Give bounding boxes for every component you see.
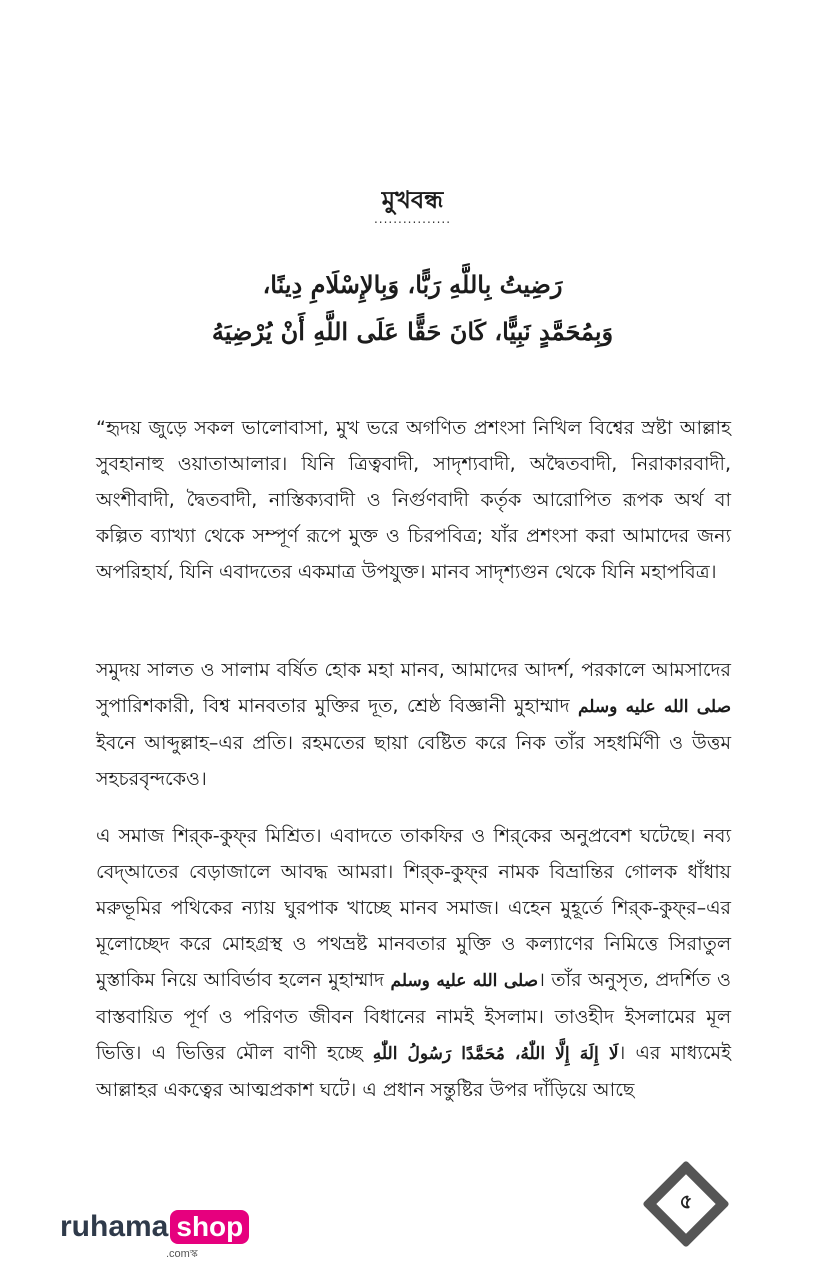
logo-domain: .comস্ক <box>166 1248 198 1260</box>
honorific-arabic: صلى الله عليه وسلم <box>577 697 731 717</box>
paragraph-praise: “হৃদয় জুড়ে সকল ভালোবাসা, মুখ ভরে অগণিত প্রশংসা নিখিল বিশ্বের স্রষ্টা আল্লাহ সুবহানাহু ওয়াতাআলার। যিনি ত্রিত্ববাদী, সাদৃশ্যবাদী, অদ্বৈতবাদী, নিরাকারবাদী, অংশীবাদী, দ্বৈতবাদী, নাস্তিক্যবাদী ও নির্গুণবাদী কর্তৃক আরোপিত রূপক অর্থ বা কল্পিত ব্যাখ্যা থেকে সম্পূর্ণ রূপে মুক্ত ও চিরপবিত্র; যাঁর প্রশংসা করা আমাদের জন্য অপরিহার্য, যিনি এবাদতের একমাত্র উপযুক্ত। মানব সাদৃশ্যগুন থেকে যিনি মহাপবিত্র। <box>96 417 731 583</box>
ruhamashop-logo <box>60 1210 249 1244</box>
paragraph-salutation <box>96 652 731 797</box>
logo-text-shop: shop <box>170 1210 249 1244</box>
paragraph-salutation-text-a: সমুদয় সালত ও সালাম বর্ষিত হোক মহা মানব, আমাদের আদর্শ, পরকালে আমসাদের সুপারিশকারী, বিশ্ব মানবতার মুক্তির দূত, শ্রেষ্ঠ বিজ্ঞানী মুহাম্মাদ <box>96 659 731 717</box>
kalima-arabic: لَا إِلَهَ إِلَّا اللّٰهُ، مُحَمَّدًا رَسُولُ اللّٰهِ <box>372 1044 619 1064</box>
paragraph-society <box>96 818 731 1108</box>
arabic-verse-line-1: رَضِيتُ بِاللَّهِ رَبًّا، وَبِالإِسْلَامِ دِينًا، <box>262 270 563 299</box>
honorific-arabic: صلى الله عليه وسلم <box>390 971 539 991</box>
logo-text-main: ruhama <box>60 1210 169 1243</box>
page-title: মুখবন্ধ <box>381 186 444 214</box>
paragraph-salutation-text-b: ইবনে আব্দুল্লাহ–এর প্রতি। রহমতের ছায়া বেষ্টিত করে নিক তাঁর সহধর্মিণী ও উত্তম সহচরবৃন্দকেও। <box>96 732 731 790</box>
paragraph-society-text-c: । এর মাধ্যমেই আল্লাহর একত্বের আত্মপ্রকাশ ঘটে। এ প্রধান সন্তুষ্টির উপর দাঁড়িয়ে আছে <box>96 1042 731 1101</box>
arabic-verse-line-2: وَبِمُحَمَّدٍ نَبِيًّا، كَانَ حَقًّا عَلَى اللَّهِ أَنْ يُرْضِيَهُ <box>211 317 614 346</box>
paragraph-society-text-b: । তাঁর অনুসৃত, প্রদর্শিত ও বাস্তবায়িত পূর্ণ ও পরিণত জীবন বিধানের নামই ইসলাম। তাওহীদ ইসলামের মূল ভিত্তি। এ ভিত্তির মৌল বাণী হচ্ছে <box>96 969 731 1064</box>
paragraph-society-text-a: এ সমাজ শির্‌ক-কুফ্‌র মিশ্রিত। এবাদতে তাকফির ও শির্‌কের অনুপ্রবেশ ঘটেছে। নব্য বেদ্‌আতের বেড়াজালে আবদ্ধ আমরা। শির্‌ক-কুফ্‌র নামক বিভ্রান্তির গোলক ধাঁধায় মরুভূমির পথিকের ন্যায় ঘুরপাক খাচ্ছে মানব সমাজ। এহেন মুহূর্তে শির্‌ক-কুফ্‌র–এর মূলোচ্ছেদ করে মোহগ্রস্থ ও পথভ্রষ্ট মানবতার মুক্তি ও কল্যাণের নিমিত্তে সিরাতুল মুস্তাকিম নিয়ে আবির্ভাব হলেন মুহাম্মাদ <box>96 825 731 991</box>
page-number: ৫ <box>679 1189 693 1213</box>
title-underline-dots: ................ <box>373 212 452 226</box>
